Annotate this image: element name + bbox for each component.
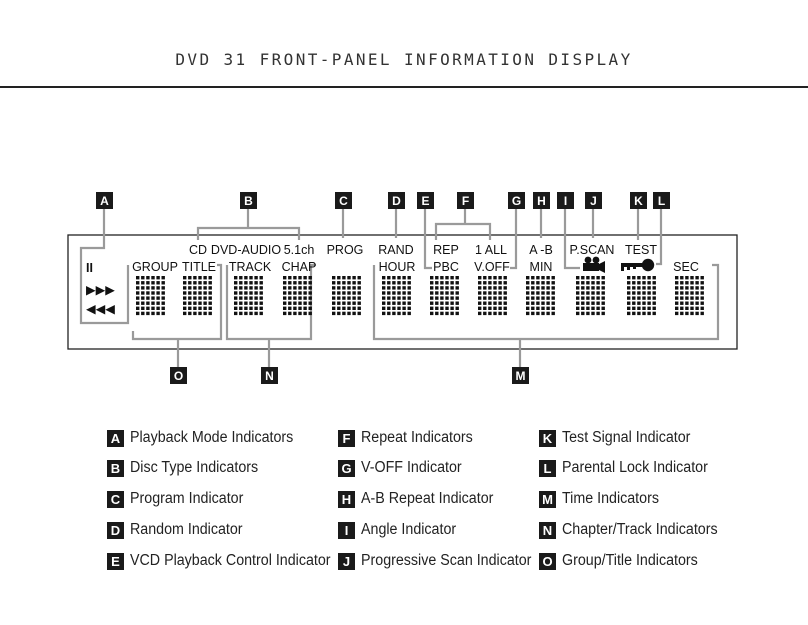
legend-item-e	[107, 551, 348, 571]
callout-F	[457, 192, 474, 209]
callout-M	[512, 367, 529, 384]
svg-text:O: O	[173, 369, 184, 383]
legend-text: A-B Repeat Indicator	[361, 490, 494, 507]
legend-item-i	[338, 520, 464, 540]
callout-A	[96, 192, 113, 209]
legend-text: VCD Playback Control Indicator	[130, 552, 331, 569]
legend-letter: F	[338, 430, 355, 447]
label-cd: CD	[188, 243, 208, 257]
label-hour: HOUR	[378, 260, 416, 274]
digit-matrix	[234, 276, 263, 315]
legend-item-m	[539, 489, 667, 509]
svg-text:J: J	[590, 194, 597, 208]
label-prog: PROG	[326, 243, 364, 257]
legend-letter: M	[539, 491, 556, 508]
label-5-1ch: 5.1ch	[283, 243, 315, 257]
callout-B	[240, 192, 257, 209]
callout-L	[653, 192, 670, 209]
callout-N	[261, 367, 278, 384]
legend-text: Test Signal Indicator	[562, 429, 691, 446]
legend-item-j	[338, 551, 546, 571]
legend-text: V-OFF Indicator	[361, 459, 462, 476]
callout-O	[170, 367, 187, 384]
legend-text: Time Indicators	[562, 490, 659, 507]
legend-text: Angle Indicator	[361, 521, 457, 538]
legend-letter: D	[107, 522, 124, 539]
label-track: TRACK	[228, 260, 272, 274]
legend-item-k	[539, 428, 702, 448]
label-min: MIN	[529, 260, 553, 274]
svg-text:L: L	[657, 194, 666, 208]
legend-letter: N	[539, 522, 556, 539]
label-sec: SEC	[673, 260, 699, 274]
callout-C	[335, 192, 352, 209]
legend-letter: L	[539, 460, 556, 477]
svg-text:N: N	[265, 369, 274, 383]
legend-letter: I	[338, 522, 355, 539]
legend-text: Chapter/Track Indicators	[562, 521, 718, 538]
svg-text:M: M	[515, 369, 526, 383]
digit-matrix	[283, 276, 312, 315]
legend-item-l	[539, 458, 721, 478]
legend-item-c	[107, 489, 253, 509]
svg-text:H: H	[537, 194, 546, 208]
svg-text:K: K	[634, 194, 643, 208]
legend-item-a	[107, 428, 307, 448]
label-rand: RAND	[378, 243, 414, 257]
digit-matrix	[526, 276, 555, 315]
camera-icon	[583, 257, 605, 273]
digit-matrix	[382, 276, 411, 315]
label-v-off: V.OFF	[474, 260, 510, 274]
callout-I	[557, 192, 574, 209]
legend-letter: O	[539, 553, 556, 570]
digit-matrix	[430, 276, 459, 315]
callout-G	[508, 192, 525, 209]
callout-E	[417, 192, 434, 209]
digit-matrix	[675, 276, 704, 315]
digit-matrix	[576, 276, 605, 315]
legend-item-b	[107, 458, 269, 478]
label-rep: REP	[433, 243, 459, 257]
pause-icon: II	[86, 261, 93, 275]
label-group: GROUP	[132, 260, 178, 274]
legend-text: Repeat Indicators	[361, 429, 473, 446]
legend-item-g	[338, 458, 470, 478]
forward-icon: ▶▶▶	[86, 283, 115, 297]
legend-item-o	[539, 551, 710, 571]
legend-letter: B	[107, 460, 124, 477]
reverse-icon: ◀◀◀	[86, 302, 115, 316]
svg-text:E: E	[421, 194, 430, 208]
label-test: TEST	[625, 243, 657, 257]
callout-D	[388, 192, 405, 209]
legend-text: Playback Mode Indicators	[130, 429, 294, 446]
svg-text:F: F	[461, 194, 470, 208]
svg-text:B: B	[244, 194, 253, 208]
legend-text: Parental Lock Indicator	[562, 459, 708, 476]
legend-text: Program Indicator	[130, 490, 244, 507]
label-p-scan: P.SCAN	[569, 243, 615, 257]
legend-letter: G	[338, 460, 355, 477]
key-icon	[621, 259, 654, 271]
label-pbc: PBC	[433, 260, 459, 274]
page-title: DVD 31 FRONT-PANEL INFORMATION DISPLAY	[175, 50, 633, 69]
svg-text:D: D	[392, 194, 401, 208]
callout-J	[585, 192, 602, 209]
legend-item-d	[107, 520, 252, 540]
digit-matrix	[183, 276, 212, 315]
legend-text: Random Indicator	[130, 521, 243, 538]
digit-matrix	[332, 276, 361, 315]
legend-text: Progressive Scan Indicator	[361, 552, 532, 569]
label-dvd-audio: DVD-AUDIO	[210, 243, 282, 257]
label-title: TITLE	[181, 260, 217, 274]
legend-letter: H	[338, 491, 355, 508]
digit-matrix	[627, 276, 656, 315]
svg-text:I: I	[563, 194, 568, 208]
label-chap: CHAP	[281, 260, 317, 274]
legend-letter: C	[107, 491, 124, 508]
callout-H	[533, 192, 550, 209]
legend-letter: J	[338, 553, 355, 570]
label-a-b: A -B	[529, 243, 553, 257]
svg-text:C: C	[339, 194, 348, 208]
legend-item-f	[338, 428, 483, 448]
digit-matrix	[478, 276, 507, 315]
label-1-all: 1 ALL	[475, 243, 507, 257]
legend-letter: E	[107, 553, 124, 570]
legend-text: Group/Title Indicators	[562, 552, 698, 569]
svg-text:G: G	[511, 194, 522, 208]
legend-item-h	[338, 489, 505, 509]
svg-text:A: A	[100, 194, 109, 208]
digit-matrix	[136, 276, 165, 315]
legend-letter: A	[107, 430, 124, 447]
legend-item-n	[539, 520, 731, 540]
callout-K	[630, 192, 647, 209]
legend-text: Disc Type Indicators	[130, 459, 259, 476]
legend-letter: K	[539, 430, 556, 447]
